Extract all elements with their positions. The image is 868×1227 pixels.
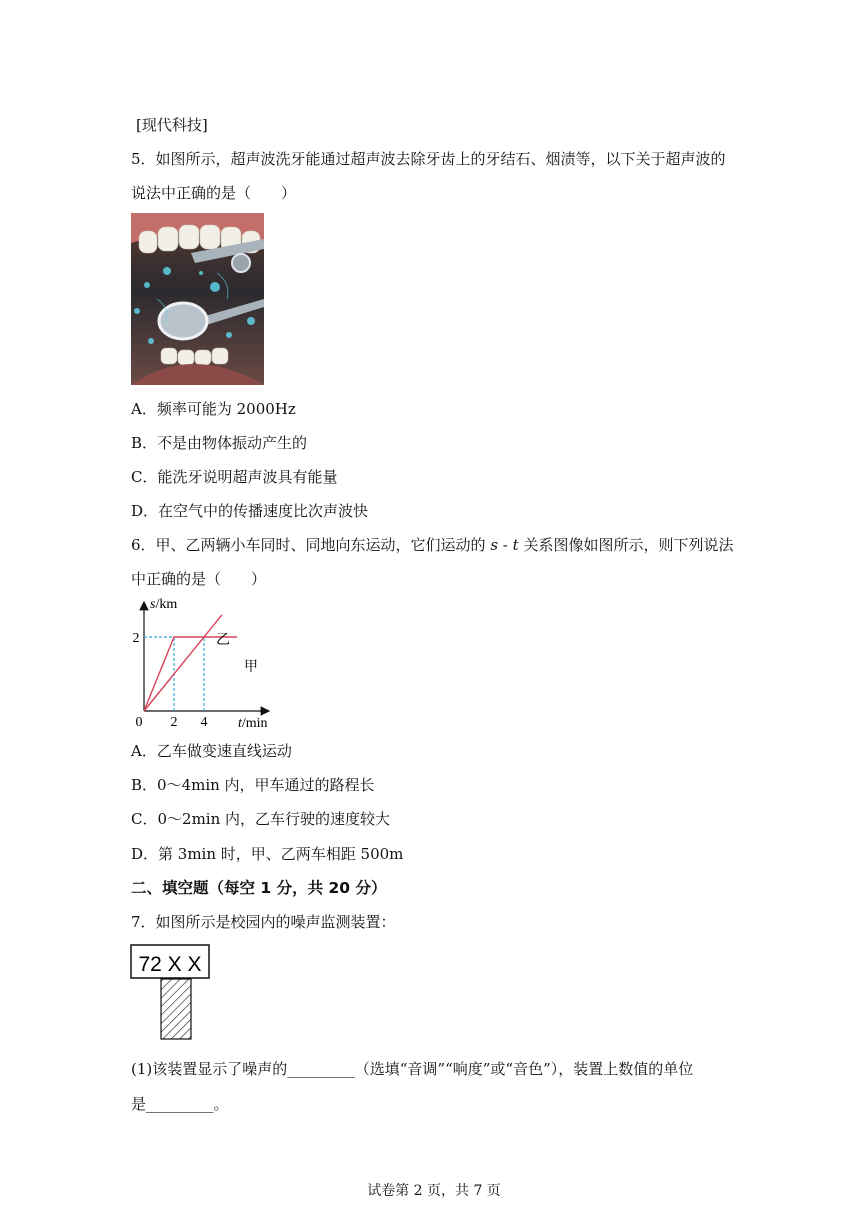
x-tick-2: 2 bbox=[170, 715, 178, 730]
device-pole bbox=[161, 979, 191, 1039]
section-2-heading: 二、填空题（每空 1 分，共 20 分） bbox=[131, 879, 387, 897]
y-axis-label: s/km bbox=[150, 597, 178, 612]
q6-option-d: D．第 3min 时，甲、乙两车相距 500m bbox=[131, 845, 404, 863]
q6-stem-variable: s - t bbox=[490, 536, 519, 554]
q6-stem-part1: 6．甲、乙两辆小车同时、同地向东运动，它们运动的 bbox=[131, 536, 491, 554]
series-line-yi bbox=[144, 615, 222, 711]
q6-option-a: A．乙车做变速直线运动 bbox=[131, 742, 292, 760]
series-label-jia: 甲 bbox=[244, 659, 258, 675]
x-axis-label: t/min bbox=[238, 716, 268, 731]
noise-monitor-device bbox=[130, 944, 214, 1042]
q7-sub1-line1: (1)该装置显示了噪声的_________（选填“音调”“响度”或“音色”），装置上数值的单位 bbox=[131, 1060, 694, 1078]
q6-option-c: C．0～2min 内，乙车行驶的速度较大 bbox=[131, 810, 391, 828]
q5-stem-line1: 5．如图所示，超声波洗牙能通过超声波去除牙齿上的牙结石、烟渍等，以下关于超声波的 bbox=[131, 150, 726, 168]
q5-option-d: D．在空气中的传播速度比次声波快 bbox=[131, 502, 369, 520]
q6-stem-line2: 中正确的是（ ） bbox=[131, 570, 267, 588]
y-tick-2: 2 bbox=[132, 631, 140, 646]
q7-sub1-line2: 是_________。 bbox=[131, 1095, 229, 1113]
origin-label: 0 bbox=[135, 715, 143, 730]
q5-option-c: C．能洗牙说明超声波具有能量 bbox=[131, 468, 338, 486]
q5-option-b: B．不是由物体振动产生的 bbox=[131, 434, 308, 452]
series-line-jia bbox=[144, 637, 237, 711]
q7-stem: 7．如图所示是校园内的噪声监测装置： bbox=[131, 913, 396, 931]
q6-stem-line1 bbox=[131, 534, 733, 555]
q6-stem-part2: 关系图像如图所示，则下列说法 bbox=[518, 536, 734, 554]
s-t-chart bbox=[128, 592, 278, 732]
series-label-yi: 乙 bbox=[216, 632, 230, 648]
section-tag: [现代科技] bbox=[136, 116, 208, 134]
device-display-text: 72 X X bbox=[138, 953, 202, 976]
q5-stem-line2: 说法中正确的是（ ） bbox=[131, 184, 297, 202]
q6-option-b: B．0～4min 内，甲车通过的路程长 bbox=[131, 776, 375, 794]
q5-option-a: A．频率可能为 2000Hz bbox=[131, 400, 296, 418]
x-tick-4: 4 bbox=[200, 715, 208, 730]
ultrasonic-dental-cleaning-image bbox=[131, 213, 264, 385]
page-footer: 试卷第 2 页，共 7 页 bbox=[367, 1183, 501, 1199]
